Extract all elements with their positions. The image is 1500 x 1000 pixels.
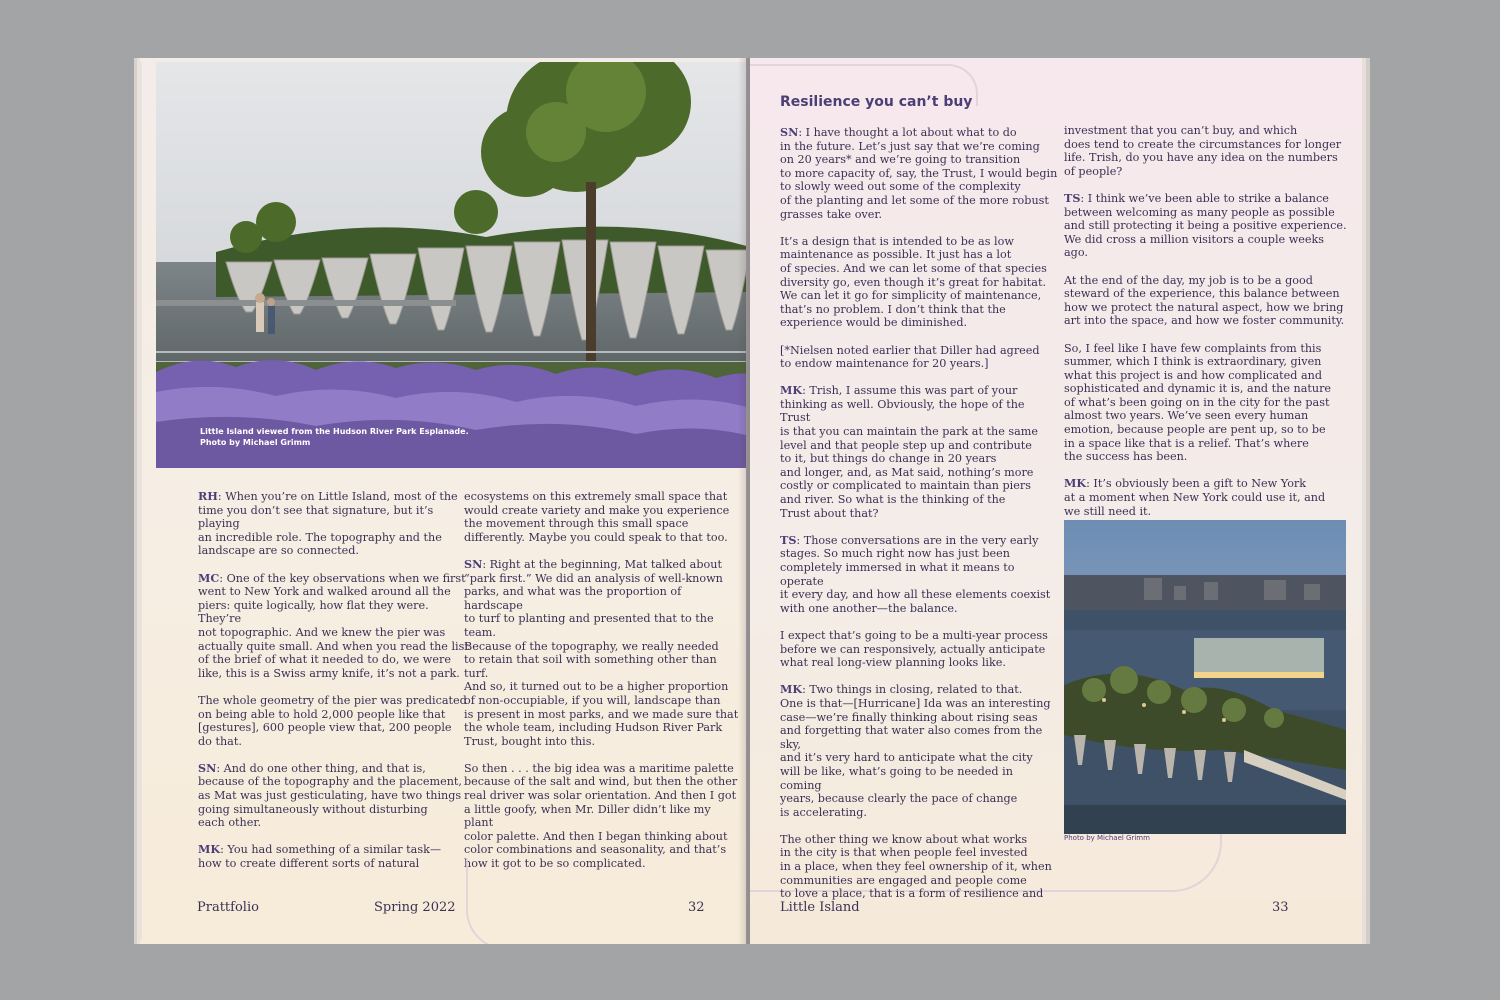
page-edges-left bbox=[140, 62, 142, 940]
text-line: thinking as well. Obviously, the hope of the Trust bbox=[780, 397, 1025, 425]
text-line: Trust about that? bbox=[780, 506, 879, 520]
speaker-initials: MK bbox=[1064, 476, 1087, 491]
text-line: : Two things in closing, related to that. bbox=[802, 683, 1023, 697]
left-column-1 bbox=[198, 490, 470, 884]
text-line: it every day, and how all these elements coexist bbox=[780, 588, 1051, 602]
text-line: is present in most parks, and we made sure that bbox=[464, 707, 739, 721]
text-line: with one another—the balance. bbox=[780, 601, 958, 615]
text-line: at a moment when New York could use it, and bbox=[1064, 491, 1326, 505]
paragraph bbox=[1064, 124, 1348, 178]
text-line: At the end of the day, my job is to be a good bbox=[1064, 273, 1313, 287]
footer-publication: Prattfolio bbox=[197, 900, 259, 915]
text-line: does tend to create the circumstances for longer bbox=[1064, 137, 1342, 151]
text-line: is accelerating. bbox=[780, 805, 867, 819]
text-line: going simultaneously without disturbing bbox=[198, 802, 428, 816]
text-line: ecosystems on this extremely small space that bbox=[464, 490, 728, 503]
text-line: landscape are so connected. bbox=[198, 544, 359, 558]
text-line: : Those conversations are in the very early bbox=[796, 533, 1039, 547]
text-line: how it got to be so complicated. bbox=[464, 857, 646, 871]
text-line: of the planting and let some of the more robust bbox=[780, 193, 1049, 207]
text-line: So then . . . the big idea was a maritime palette bbox=[464, 761, 734, 775]
text-line: We can let it go for simplicity of maintenance, bbox=[780, 289, 1042, 303]
text-line: : One of the key observations when we first bbox=[219, 571, 466, 585]
text-line: color combinations and seasonality, and that’s bbox=[464, 843, 727, 857]
paragraph bbox=[780, 683, 1058, 819]
speaker-initials: MK bbox=[780, 383, 803, 398]
text-line: of what’s been going on in the city for the past bbox=[1064, 395, 1330, 409]
text-line: do that. bbox=[198, 734, 242, 748]
text-line: as Mat was just gesticulating, have two things bbox=[198, 789, 462, 803]
text-line: of people? bbox=[1064, 164, 1123, 178]
text-line: : And do one other thing, and that is, bbox=[216, 761, 426, 775]
text-line: in a place, when they feel ownership of it, when bbox=[780, 860, 1052, 874]
left-page bbox=[140, 58, 746, 944]
paragraph bbox=[198, 490, 470, 558]
text-line: and longer, and, as Mat said, nothing’s more bbox=[780, 465, 1034, 479]
text-line: to more capacity of, say, the Trust, I would begin bbox=[780, 166, 1058, 180]
text-line: We did cross a million visitors a couple weeks ago. bbox=[1064, 232, 1325, 260]
text-line: the success has been. bbox=[1064, 450, 1188, 464]
text-line: : Trish, I assume this was part of your bbox=[802, 384, 1018, 398]
photo-caption bbox=[200, 426, 469, 448]
text-line: : I have thought a lot about what to do bbox=[798, 126, 1017, 139]
right-column-2 bbox=[1064, 124, 1348, 532]
paragraph bbox=[780, 833, 1058, 901]
text-line: : Right at the beginning, Mat talked about bbox=[482, 557, 722, 571]
footer-issue: Spring 2022 bbox=[374, 900, 456, 915]
text-line: real driver was solar orientation. And then I got bbox=[464, 789, 737, 803]
text-line: One is that—[Hurricane] Ida was an interesting bbox=[780, 696, 1051, 710]
text-line: on being able to hold 2,000 people like that bbox=[198, 707, 446, 721]
text-line: and it’s very hard to anticipate what the city bbox=[780, 751, 1033, 765]
text-line: how we protect the natural aspect, how we bring bbox=[1064, 300, 1344, 314]
text-line: to it, but things do change in 20 years bbox=[780, 452, 997, 466]
caption-credit: Photo by Michael Grimm bbox=[200, 438, 311, 447]
footer-section: Little Island bbox=[780, 900, 860, 915]
paragraph bbox=[780, 534, 1058, 616]
text-line: that’s no problem. I don’t think that the bbox=[780, 302, 1006, 316]
page-number: 32 bbox=[688, 900, 705, 915]
text-line: of non-occupiable, if you will, landscape than bbox=[464, 693, 721, 707]
text-line: [gestures], 600 people view that, 200 people bbox=[198, 721, 452, 735]
right-column-1 bbox=[780, 126, 1058, 914]
paragraph bbox=[1064, 274, 1348, 328]
text-line: not topographic. And we knew the pier was bbox=[198, 625, 446, 639]
text-line: differently. Maybe you could speak to that too. bbox=[464, 530, 728, 544]
text-line: And so, it turned out to be a higher proportion bbox=[464, 680, 729, 694]
text-line: and still protecting it being a positive experience. bbox=[1064, 219, 1347, 233]
text-line: we still need it. bbox=[1064, 504, 1152, 518]
text-line: what this project is and how complicated and bbox=[1064, 368, 1323, 382]
text-line: what real long-view planning looks like. bbox=[780, 656, 1006, 670]
text-line: : I think we’ve been able to strike a balance bbox=[1080, 191, 1329, 205]
text-line: the whole team, including Hudson River Park bbox=[464, 721, 723, 735]
text-line: and river. So what is the thinking of the bbox=[780, 493, 1006, 507]
paragraph bbox=[464, 762, 740, 871]
text-line: actually quite small. And when you read the list bbox=[198, 639, 469, 653]
text-line: maintenance as possible. It just has a lot bbox=[780, 248, 1012, 262]
text-line: stages. So much right now has just been bbox=[780, 547, 1011, 561]
text-line: each other. bbox=[198, 816, 262, 830]
speaker-initials: MK bbox=[198, 842, 221, 857]
text-line: : When you’re on Little Island, most of the bbox=[217, 490, 458, 503]
text-line: The other thing we know about what works bbox=[780, 832, 1028, 846]
text-line: parks, and what was the proportion of hardscape bbox=[464, 585, 682, 612]
text-line: level and that people step up and contribute bbox=[780, 438, 1032, 452]
paragraph bbox=[780, 384, 1058, 520]
text-line: color palette. And then I began thinking about bbox=[464, 829, 728, 843]
text-line: Trust, bought into this. bbox=[464, 734, 596, 748]
text-line: a little goofy, when Mr. Diller didn’t like my plant bbox=[464, 802, 711, 830]
text-line: of the brief of what it needed to do, we were bbox=[198, 653, 451, 667]
text-line: case—we’re finally thinking about rising seas bbox=[780, 710, 1038, 724]
text-line: investment that you can’t buy, and which bbox=[1064, 124, 1298, 137]
text-line: to retain that soil with something other than turf. bbox=[464, 653, 717, 680]
text-line: to slowly weed out some of the complexity bbox=[780, 180, 1021, 194]
caption-line: Little Island viewed from the Hudson River Park Esplanade. bbox=[200, 427, 469, 436]
paragraph bbox=[780, 235, 1058, 330]
text-line: in a space like that is a relief. That’s where bbox=[1064, 436, 1309, 450]
text-line: Because of the topography, we really needed bbox=[464, 639, 719, 653]
text-line: because of the salt and wind, but then the other bbox=[464, 775, 738, 789]
paragraph bbox=[780, 629, 1058, 670]
paragraph bbox=[198, 572, 470, 681]
paragraph bbox=[1064, 477, 1348, 518]
text-line: between welcoming as many people as possible bbox=[1064, 205, 1335, 219]
speaker-initials: MC bbox=[198, 570, 220, 585]
text-line: experience would be diminished. bbox=[780, 316, 968, 330]
speaker-initials: MK bbox=[780, 682, 803, 697]
text-line: completely immersed in what it means to operate bbox=[780, 561, 1015, 588]
text-line: steward of the experience, this balance between bbox=[1064, 287, 1340, 301]
text-line: summer, which I think is extraordinary, given bbox=[1064, 355, 1322, 369]
text-line: time you don’t see that signature, but it’s playing bbox=[198, 503, 434, 531]
text-line: : It’s obviously been a gift to New York bbox=[1086, 477, 1307, 491]
text-line: almost two years. We’ve seen every human bbox=[1064, 409, 1309, 423]
right-page bbox=[750, 58, 1362, 944]
text-line: emotion, because people are pent up, so to be bbox=[1064, 423, 1326, 437]
little-island-photo bbox=[156, 62, 746, 468]
text-line: is that you can maintain the park at the same bbox=[780, 425, 1039, 439]
text-line: So, I feel like I have few complaints from this bbox=[1064, 341, 1322, 355]
text-line: to turf to planting and presented that to the team. bbox=[464, 612, 714, 639]
speaker-initials: TS bbox=[780, 532, 797, 547]
text-line: [*Nielsen noted earlier that Diller had agreed bbox=[780, 343, 1040, 357]
page-number: 33 bbox=[1272, 900, 1289, 915]
left-column-2 bbox=[464, 490, 740, 884]
speaker-initials: SN bbox=[198, 760, 217, 775]
text-line: before we can responsively, actually anticipate bbox=[780, 642, 1046, 656]
text-line: The whole geometry of the pier was predicated bbox=[198, 693, 467, 707]
text-line: will be like, what’s going to be needed in coming bbox=[780, 764, 1013, 792]
text-line: art into the space, and how we foster community. bbox=[1064, 314, 1345, 328]
text-line: would create variety and make you experience bbox=[464, 503, 730, 517]
speaker-initials: SN bbox=[780, 125, 799, 139]
text-line: : You had something of a similar task— bbox=[220, 843, 442, 857]
text-line: diversity go, even though it’s great for habitat. bbox=[780, 275, 1047, 289]
section-title: Resilience you can’t buy bbox=[780, 94, 973, 110]
text-line: grasses take over. bbox=[780, 207, 883, 221]
text-line: and forgetting that water also comes from the sky, bbox=[780, 724, 1043, 751]
paragraph bbox=[780, 126, 1058, 221]
text-line: how to create different sorts of natural bbox=[198, 857, 420, 871]
text-line: costly or complicated to maintain than piers bbox=[780, 479, 1031, 493]
paragraph bbox=[1064, 192, 1348, 260]
text-line: communities are engaged and people come bbox=[780, 873, 1027, 887]
text-line: life. Trish, do you have any idea on the numbers bbox=[1064, 151, 1338, 165]
paragraph bbox=[198, 694, 470, 748]
text-line: because of the topography and the placement, bbox=[198, 775, 462, 789]
magazine-spread bbox=[140, 58, 1365, 944]
text-line: to endow maintenance for 20 years.] bbox=[780, 357, 989, 371]
text-line: piers: quite logically, how flat they were. They’re bbox=[198, 598, 429, 626]
paragraph bbox=[464, 558, 740, 748]
text-line: on 20 years* and we’re going to transition bbox=[780, 153, 1021, 167]
text-line: in the future. Let’s just say that we’re coming bbox=[780, 139, 1040, 153]
text-line: years, because clearly the pace of change bbox=[780, 792, 1018, 806]
paragraph bbox=[198, 843, 470, 870]
text-line: the movement through this small space bbox=[464, 517, 689, 531]
paragraph bbox=[1064, 342, 1348, 464]
text-line: went to New York and walked around all the bbox=[198, 585, 451, 599]
text-line: to love a place, that is a form of resilience and bbox=[780, 887, 1044, 901]
text-line: of species. And we can let some of that species bbox=[780, 261, 1047, 275]
text-line: an incredible role. The topography and the bbox=[198, 530, 442, 544]
text-line: in the city is that when people feel invested bbox=[780, 846, 1028, 860]
text-line: I expect that’s going to be a multi-year process bbox=[780, 628, 1048, 642]
text-line: “park first.” We did an analysis of well-known bbox=[464, 571, 723, 585]
photo-credit: Photo by Michael Grimm bbox=[1064, 834, 1150, 842]
text-line: sophisticated and dynamic it is, and the nature bbox=[1064, 382, 1332, 396]
speaker-initials: TS bbox=[1064, 190, 1081, 205]
paragraph bbox=[464, 490, 740, 544]
speaker-initials: SN bbox=[464, 556, 483, 571]
text-line: It’s a design that is intended to be as low bbox=[780, 234, 1014, 248]
paragraph bbox=[780, 344, 1058, 371]
paragraph bbox=[198, 762, 470, 830]
text-line: like, this is a Swiss army knife, it’s not a park. bbox=[198, 666, 460, 680]
speaker-initials: RH bbox=[198, 489, 218, 503]
aerial-photo bbox=[1064, 520, 1346, 834]
